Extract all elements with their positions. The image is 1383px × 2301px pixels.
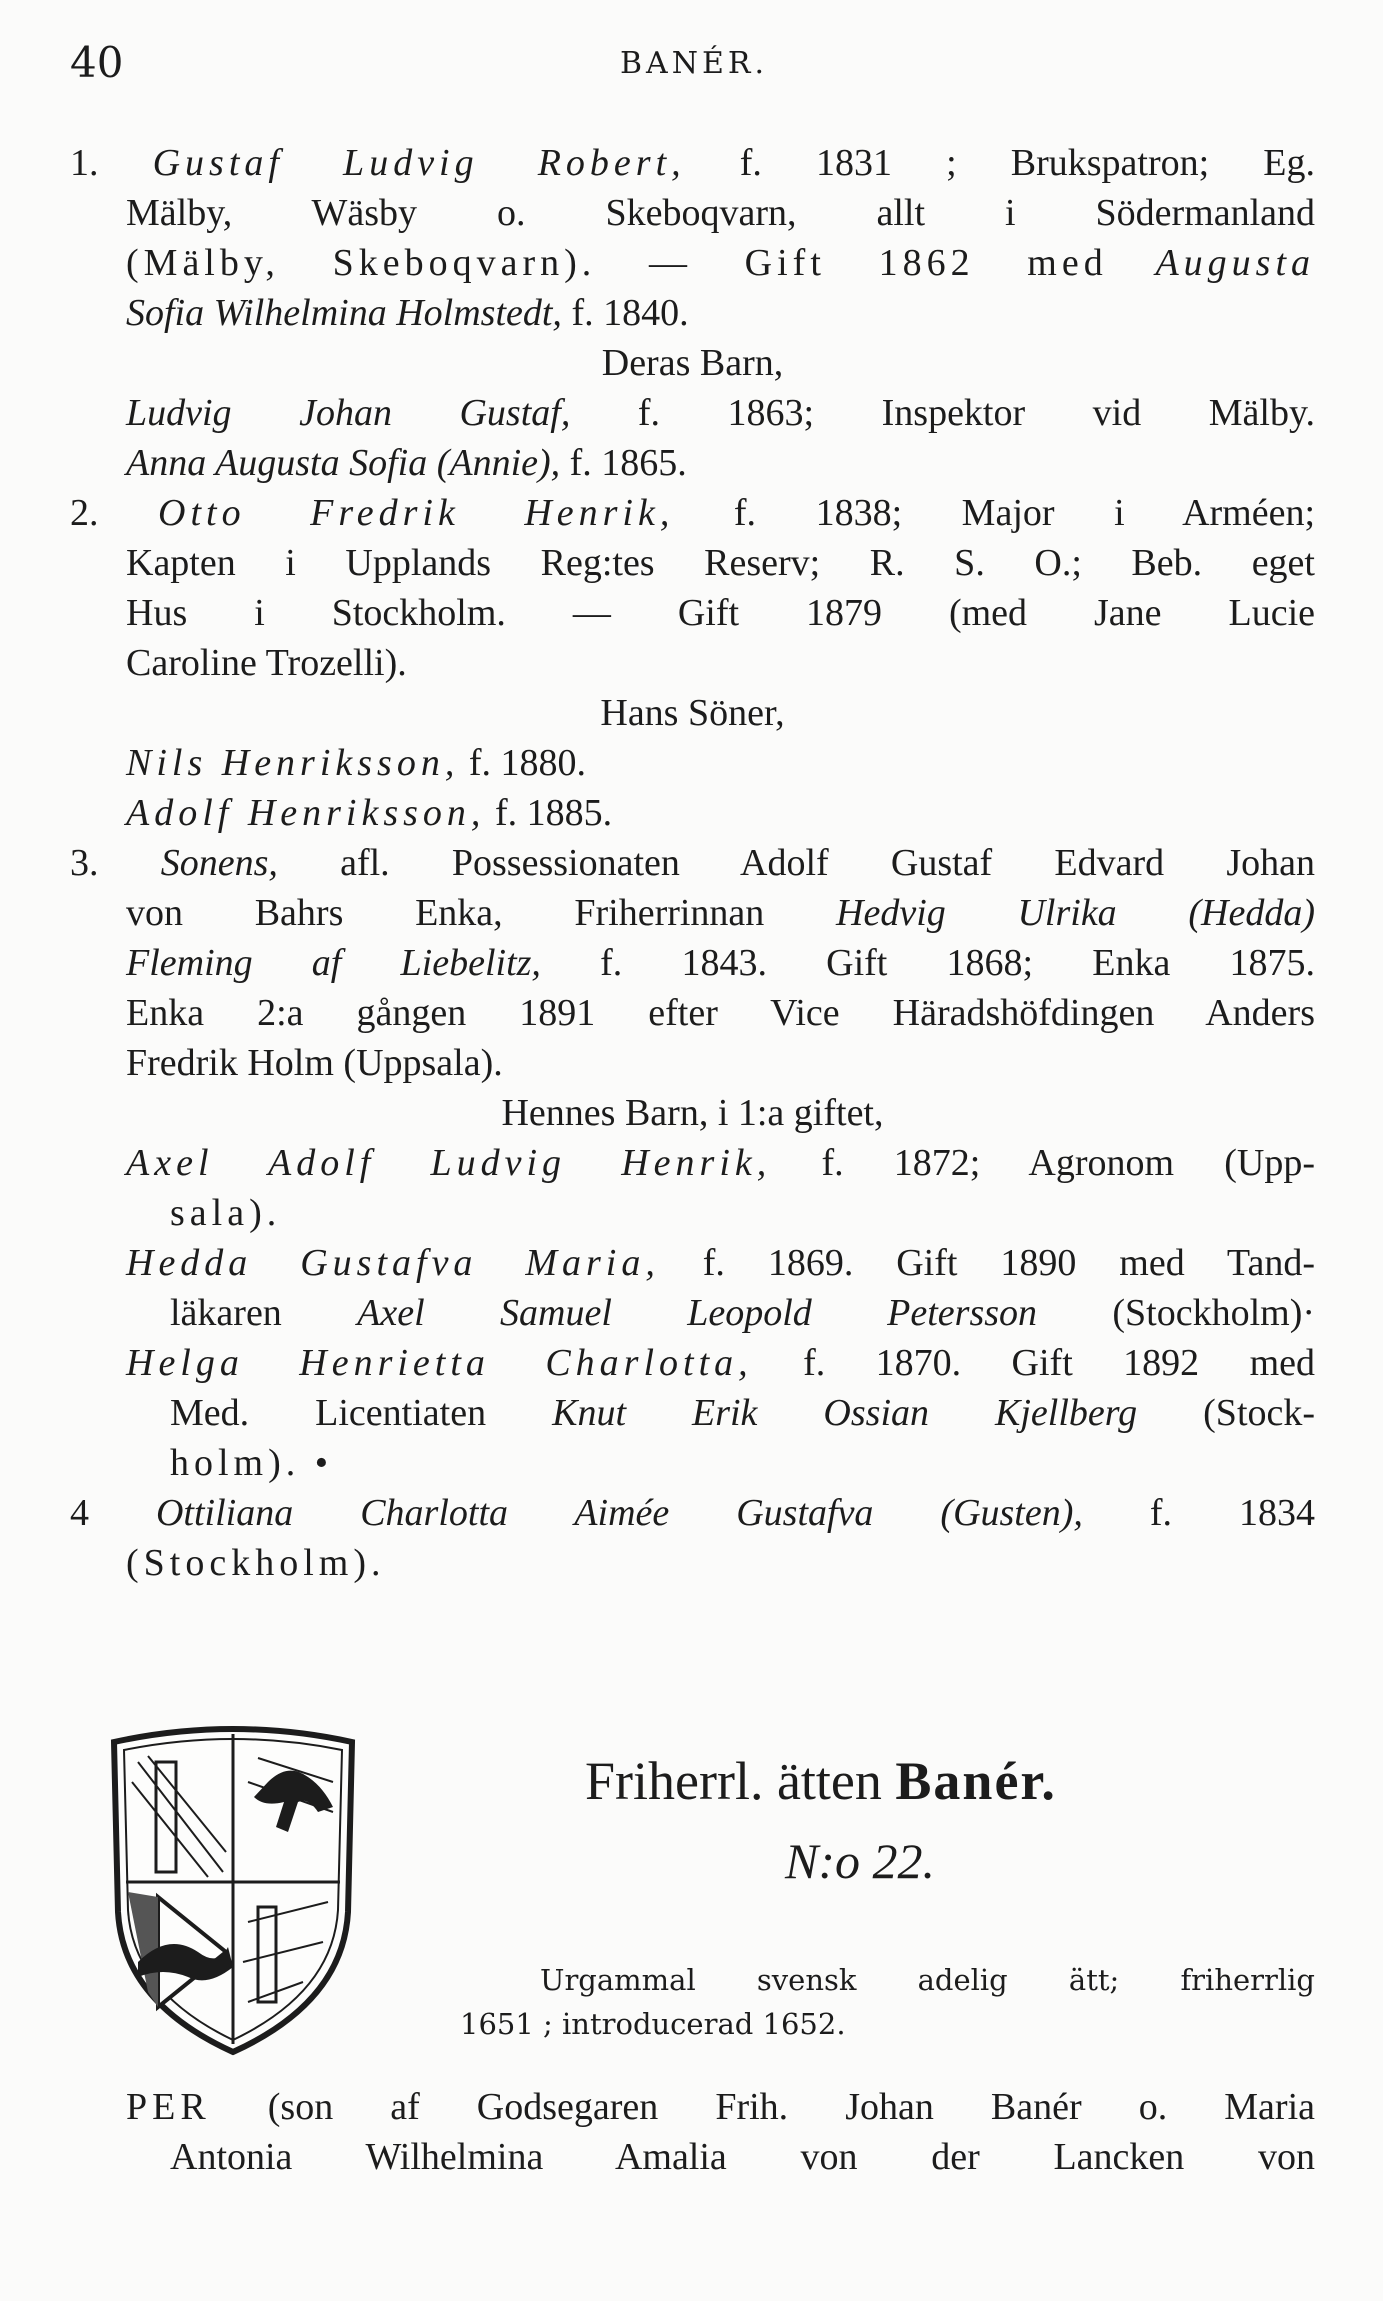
person-name: Gustaf Ludvig Robert, — [152, 142, 686, 184]
entry-text: f. 1880. — [468, 742, 587, 784]
entry-text: f. 1865. — [569, 442, 687, 484]
entry-text: f. 1843. Gift 1868; Enka 1875. — [600, 942, 1316, 984]
family-title-name: Banér. — [895, 1751, 1057, 1811]
person-name: Knut Erik Ossian Kjellberg — [552, 1392, 1138, 1434]
entry-2-line-3: Hus i Stockholm. — Gift 1879 (med Jane Lucie — [126, 592, 1315, 634]
entry-2-line-2: Kapten i Upplands Reg:tes Reserv; R. S. O.; Beb. eget — [126, 542, 1315, 584]
person-name: Anna Augusta Sofia (Annie), — [126, 442, 561, 484]
per-line-2: Antonia Wilhelmina Amalia von der Lancken von — [170, 2136, 1315, 2178]
entry-text: f. 1834 — [1149, 1492, 1315, 1534]
child-line-cont — [70, 1288, 1315, 1338]
entry-text: (Stock- — [1203, 1392, 1316, 1434]
per-line-1 — [70, 2082, 1315, 2132]
person-name: Sofia Wilhelmina Holmstedt, — [126, 292, 562, 334]
person-name: Hedvig Ulrika (Hedda) — [836, 892, 1316, 934]
person-name: Ottiliana Charlotta Aimée Gustafva (Gusten), — [155, 1492, 1083, 1534]
child-line-cont: holm). • — [170, 1442, 334, 1484]
family-title-prefix: Friherrl. ätten — [585, 1751, 882, 1811]
family-description-line-2: 1651 ; introducerad 1652. — [460, 2007, 846, 2041]
person-name: Adolf Henriksson, — [126, 792, 486, 834]
coat-of-arms-icon — [108, 1722, 358, 2062]
person-name: Hedda Gustafva Maria, — [126, 1242, 660, 1284]
entry-1-line-2: Mälby, Wäsby o. Skeboqvarn, allt i Södermanland — [126, 192, 1315, 234]
person-name: Otto Fredrik Henrik, — [158, 492, 675, 534]
entry-3-line-5: Fredrik Holm (Uppsala). — [126, 1042, 503, 1084]
entry-2-line-1 — [70, 488, 1315, 538]
family-title — [585, 1750, 1057, 1812]
entry-text: von Bahrs Enka, Friherrinnan — [126, 892, 765, 934]
child-line — [70, 388, 1315, 438]
entry-text: (son af Godsegaren Frih. Johan Banér o. Maria — [267, 2086, 1315, 2128]
children-heading: Deras Barn, — [601, 342, 784, 384]
child-line-cont — [70, 1388, 1315, 1438]
entry-text: läkaren — [170, 1292, 282, 1334]
person-name: Helga Henrietta Charlotta, — [126, 1342, 753, 1384]
person-name: Axel Adolf Ludvig Henrik, — [126, 1142, 772, 1184]
entry-text: f. 1831 ; Brukspatron; Eg. — [739, 142, 1316, 184]
entry-text: f. 1885. — [494, 792, 613, 834]
entry-3-line-4: Enka 2:a gången 1891 efter Vice Häradshöfdingen Anders — [126, 992, 1315, 1034]
person-name: Fleming af Liebelitz, — [126, 942, 541, 984]
entry-number: 2. — [70, 492, 99, 534]
entry-text: (Mälby, Skeboqvarn). — Gift 1862 med — [126, 242, 1108, 284]
entry-text: Sonens, — [160, 842, 278, 884]
person-name: Nils Henriksson, — [126, 742, 460, 784]
child-line — [70, 1338, 1315, 1388]
entry-text: afl. Possessionaten Adolf Gustaf Edvard Johan — [340, 842, 1315, 884]
children-heading: Hans Söner, — [600, 692, 785, 734]
entry-text: (Stockholm)· — [1112, 1292, 1316, 1334]
per-entry — [70, 2082, 1315, 2182]
entry-2-line-4: Caroline Trozelli). — [126, 642, 407, 684]
genealogy-text — [70, 138, 1315, 1588]
child-line — [70, 438, 1315, 488]
entry-text: Med. Licentiaten — [170, 1392, 487, 1434]
person-name: Augusta — [1155, 242, 1315, 284]
child-line-cont: sala). — [170, 1192, 282, 1234]
running-title: BANÉR. — [620, 46, 768, 81]
family-number: N:o 22. — [785, 1833, 935, 1889]
entry-text: f. 1840. — [571, 292, 689, 334]
entry-text: f. 1838; Major i Arméen; — [733, 492, 1316, 534]
children-heading: Hennes Barn, i 1:a giftet, — [501, 1092, 884, 1134]
entry-3-line-3 — [70, 938, 1315, 988]
entry-1-line-4 — [70, 288, 1315, 338]
entry-number: 4 — [70, 1492, 89, 1534]
entry-4-line-2: (Stockholm). — [126, 1542, 386, 1584]
person-name: Ludvig Johan Gustaf, — [126, 392, 571, 434]
entry-3-line-1 — [70, 838, 1315, 888]
child-line — [70, 1138, 1315, 1188]
family-description-line-1: Urgammal svensk adelig ätt; friherrlig — [540, 1963, 1315, 1997]
entry-text: f. 1869. Gift 1890 med Tand- — [702, 1242, 1315, 1284]
person-name: PER — [126, 2086, 211, 2128]
entry-text: f. 1863; Inspektor vid Mälby. — [637, 392, 1315, 434]
page-number: 40 — [70, 38, 124, 87]
entry-text: f. 1870. Gift 1892 med — [803, 1342, 1316, 1384]
child-line — [70, 738, 1315, 788]
entry-4-line-1 — [70, 1488, 1315, 1538]
entry-1-line-1 — [70, 138, 1315, 188]
person-name: Axel Samuel Leopold Petersson — [357, 1292, 1038, 1334]
child-line — [70, 1238, 1315, 1288]
entry-text: f. 1872; Agronom (Upp- — [821, 1142, 1315, 1184]
child-line — [70, 788, 1315, 838]
entry-1-line-3 — [70, 238, 1315, 288]
entry-3-line-2 — [70, 888, 1315, 938]
entry-number: 1. — [70, 142, 99, 184]
entry-number: 3. — [70, 842, 99, 884]
